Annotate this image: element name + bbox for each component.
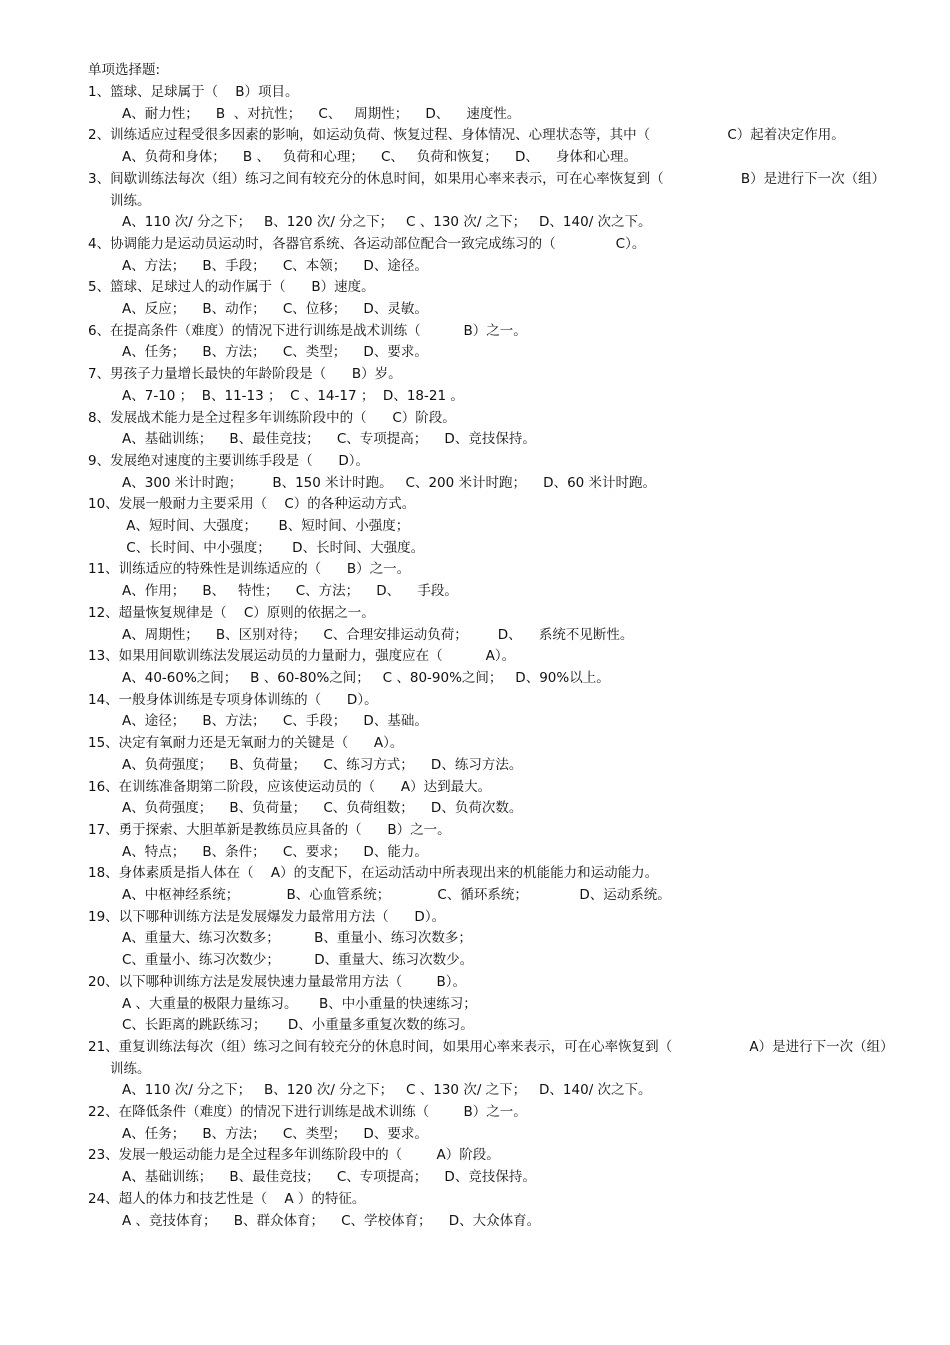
question-18: [88, 863, 888, 906]
question-options: A、周期性； B、区别对待； C、合理安排运动负荷； D、 系统不见断性。: [122, 626, 634, 643]
question-options: A、负荷强度； B、负荷量； C、负荷组数； D、负荷次数。: [122, 800, 523, 817]
question-stem: 8、发展战术能力是全过程多年训练阶段中的（ C）阶段。: [88, 409, 456, 426]
question-stem: 13、如果用间歇训练法发展运动员的力量耐力，强度应在（ A）。: [88, 648, 516, 665]
question-options: A、反应； B、动作； C、位移； D、灵敏。: [122, 301, 428, 318]
question-stem: 19、以下哪种训练方法是发展爆发力最常用方法（ D）。: [88, 908, 446, 925]
question-options: C、重量小、练习次数少； D、重量大、练习次数少。: [122, 952, 474, 969]
question-list: [88, 82, 888, 1232]
question-options: A、短时间、大强度； B、短时间、小强度；: [122, 518, 410, 535]
question-stem: 14、一般身体训练是专项身体训练的（ D）。: [88, 691, 378, 708]
question-options: A、40-60%之间； B 、60-80%之间； C 、80-90%之间； D、90%以上。: [122, 669, 610, 686]
question-options: A、作用； B、 特性； C、方法； D、 手段。: [122, 583, 458, 600]
question-stem: 20、以下哪种训练方法是发展快速力量最常用方法（ B）。: [88, 973, 467, 990]
question-options: A、负荷和身体； B 、 负荷和心理； C、 负荷和恢复； D、 身体和心理。: [122, 149, 638, 166]
question-9: [88, 451, 888, 494]
question-options: A、300 米计时跑； B、150 米计时跑。 C、200 米计时跑； D、60 米计时跑。: [122, 474, 657, 491]
question-stem: 23、发展一般运动能力是全过程多年训练阶段中的（ A）阶段。: [88, 1147, 500, 1164]
question-4: [88, 234, 888, 277]
question-12: [88, 603, 888, 646]
question-stem: 9、发展绝对速度的主要训练手段是（ D）。: [88, 452, 369, 469]
question-options: A、7-10 ； B、11-13 ； C 、14-17 ； D、18-21 。: [122, 387, 464, 404]
question-16: [88, 777, 888, 820]
question-stem: 17、勇于探索、大胆革新是教练员应具备的（ B）之一。: [88, 821, 451, 838]
question-6: [88, 321, 888, 364]
question-options: A 、竞技体育； B、群众体育； C、学校体育； D、大众体育。: [122, 1212, 541, 1229]
question-1: [88, 82, 888, 125]
question-2: [88, 125, 888, 168]
question-8: [88, 408, 888, 451]
question-options: A、基础训练； B、最佳竞技； C、专项提高； D、竞技保持。: [122, 1169, 536, 1186]
question-stem: 6、在提高条件（难度）的情况下进行训练是战术训练（ B）之一。: [88, 322, 527, 339]
section-heading: 单项选择题:: [88, 62, 161, 78]
question-stem: 3、间歇训练法每次（组）练习之间有较充分的休息时间，如果用心率来表示，可在心率恢复到（ B）是进行下一次（组）训练。: [88, 170, 886, 209]
question-options: A、任务； B、方法； C、类型； D、要求。: [122, 344, 428, 361]
question-23: [88, 1145, 888, 1188]
question-17: [88, 820, 888, 863]
question-stem: 12、超量恢复规律是（ C）原则的依据之一。: [88, 604, 375, 621]
question-options: A、途径； B、方法； C、手段； D、基础。: [122, 713, 428, 730]
question-options: A、基础训练； B、最佳竞技； C、专项提高； D、竞技保持。: [122, 431, 536, 448]
question-21: [88, 1037, 888, 1102]
question-20: [88, 972, 888, 1037]
question-options: A、110 次/ 分之下； B、120 次/ 分之下； C 、130 次/ 之下； D、140/ 次之下。: [122, 1082, 652, 1099]
question-options: A 、大重量的极限力量练习。 B、中小重量的快速练习；: [122, 995, 477, 1012]
question-stem: 1、篮球、足球属于（ B）项目。: [88, 84, 299, 100]
question-stem: 11、训练适应的特殊性是训练适应的（ B）之一。: [88, 561, 411, 578]
question-options: A、任务； B、方法； C、类型； D、要求。: [122, 1125, 428, 1142]
question-3: [88, 169, 888, 234]
question-options: A、110 次/ 分之下； B、120 次/ 分之下； C 、130 次/ 之下； D、140/ 次之下。: [122, 214, 652, 231]
question-options: A、方法； B、手段； C、本领； D、途径。: [122, 257, 428, 274]
question-options: A、耐力性； B 、对抗性； C、 周期性； D、 速度性。: [122, 105, 521, 122]
question-24: [88, 1189, 888, 1232]
question-22: [88, 1102, 888, 1145]
question-stem: 24、超人的体力和技艺性是（ A ）的特征。: [88, 1190, 366, 1207]
question-14: [88, 690, 888, 733]
question-stem: 4、协调能力是运动员运动时，各器官系统、各运动部位配合一致完成练习的（ C）。: [88, 235, 646, 252]
question-7: [88, 364, 888, 407]
question-stem: 22、在降低条件（难度）的情况下进行训练是战术训练（ B）之一。: [88, 1104, 527, 1121]
question-options: C、长距离的跳跃练习； D、小重量多重复次数的练习。: [122, 1017, 474, 1034]
question-options: A、负荷强度； B、负荷量； C、练习方式； D、练习方法。: [122, 756, 523, 773]
question-5: [88, 277, 888, 320]
question-options: C、长时间、中小强度； D、长时间、大强度。: [122, 539, 425, 556]
question-10: [88, 494, 888, 559]
question-11: [88, 559, 888, 602]
question-15: [88, 733, 888, 776]
question-stem: 5、篮球、足球过人的动作属于（ B）速度。: [88, 279, 375, 296]
question-stem: 18、身体素质是指人体在（ A）的支配下，在运动活动中所表现出来的机能能力和运动能力。: [88, 865, 659, 882]
question-stem: 21、重复训练法每次（组）练习之间有较充分的休息时间，如果用心率来表示，可在心率恢复到（ A）是进行下一次（组）训练。: [88, 1038, 887, 1077]
question-13: [88, 646, 888, 689]
question-stem: 7、男孩子力量增长最快的年龄阶段是（ B）岁。: [88, 366, 402, 383]
question-stem: 10、发展一般耐力主要采用（ C）的各种运动方式。: [88, 496, 416, 513]
question-stem: 2、训练适应过程受很多因素的影响，如运动负荷、恢复过程、身体情况、心理状态等，其中（ C）起着决定作用。: [88, 127, 845, 144]
question-19: [88, 907, 888, 972]
question-options: A、中枢神经系统； B、心血管系统； C、循环系统； D、运动系统。: [122, 887, 671, 904]
question-options: A、重量大、练习次数多； B、重量小、练习次数多；: [122, 930, 472, 947]
question-stem: 16、在训练准备期第二阶段，应该使运动员的（ A）达到最大。: [88, 778, 492, 795]
question-stem: 15、决定有氧耐力还是无氧耐力的关键是（ A）。: [88, 735, 404, 752]
question-options: A、特点； B、条件； C、要求； D、能力。: [122, 843, 428, 860]
